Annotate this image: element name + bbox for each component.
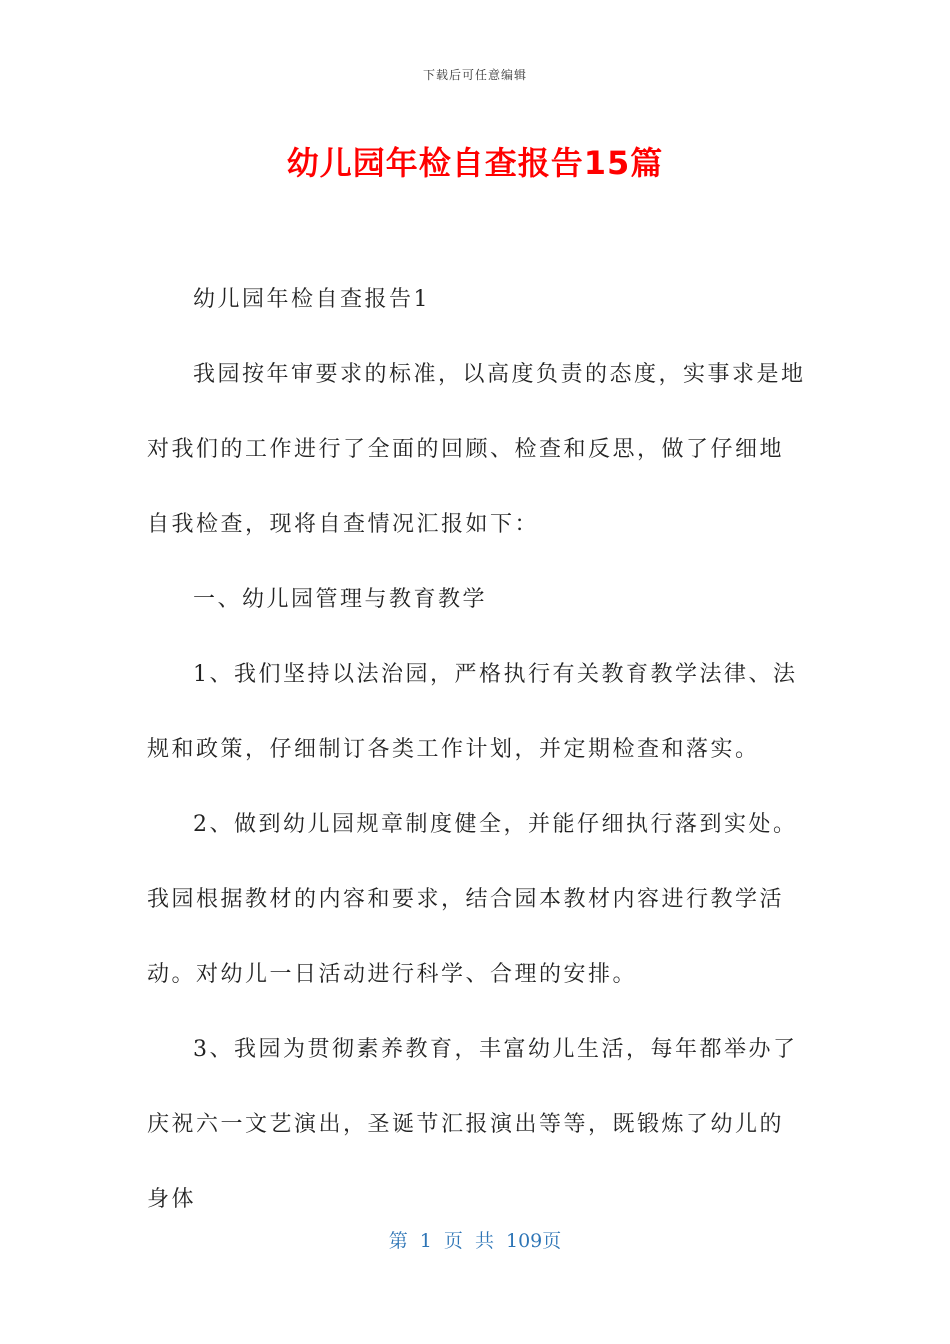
paragraph: 3、我园为贯彻素养教育，丰富幼儿生活，每年都举办了庆祝六一文艺演出，圣诞节汇报演出等等，既锻炼了幼儿的身体: [147, 1037, 798, 1212]
paragraph: 2、做到幼儿园规章制度健全，并能仔细执行落到实处。我园根据教材的内容和要求，结合园本教材内容进行教学活动。对幼儿一日活动进行科学、合理的安排。: [147, 812, 798, 987]
document-body: [147, 262, 807, 1237]
paragraph: 1、我们坚持以法治园，严格执行有关教育教学法律、法规和政策，仔细制订各类工作计划，并定期检查和落实。: [147, 662, 798, 762]
section-heading: 幼儿园年检自查报告1: [193, 287, 430, 312]
document-title: 幼儿园年检自查报告15篇: [286, 144, 664, 182]
paragraph: 我园按年审要求的标准，以高度负责的态度，实事求是地对我们的工作进行了全面的回顾、检查和反思，做了仔细地自我检查，现将自查情况汇报如下：: [147, 362, 806, 537]
header-note: 下载后可任意编辑: [422, 68, 527, 82]
page-number-footer: 第 1 页 共 109页: [388, 1230, 562, 1252]
subsection-heading: 一、幼儿园管理与教育教学: [193, 587, 488, 612]
